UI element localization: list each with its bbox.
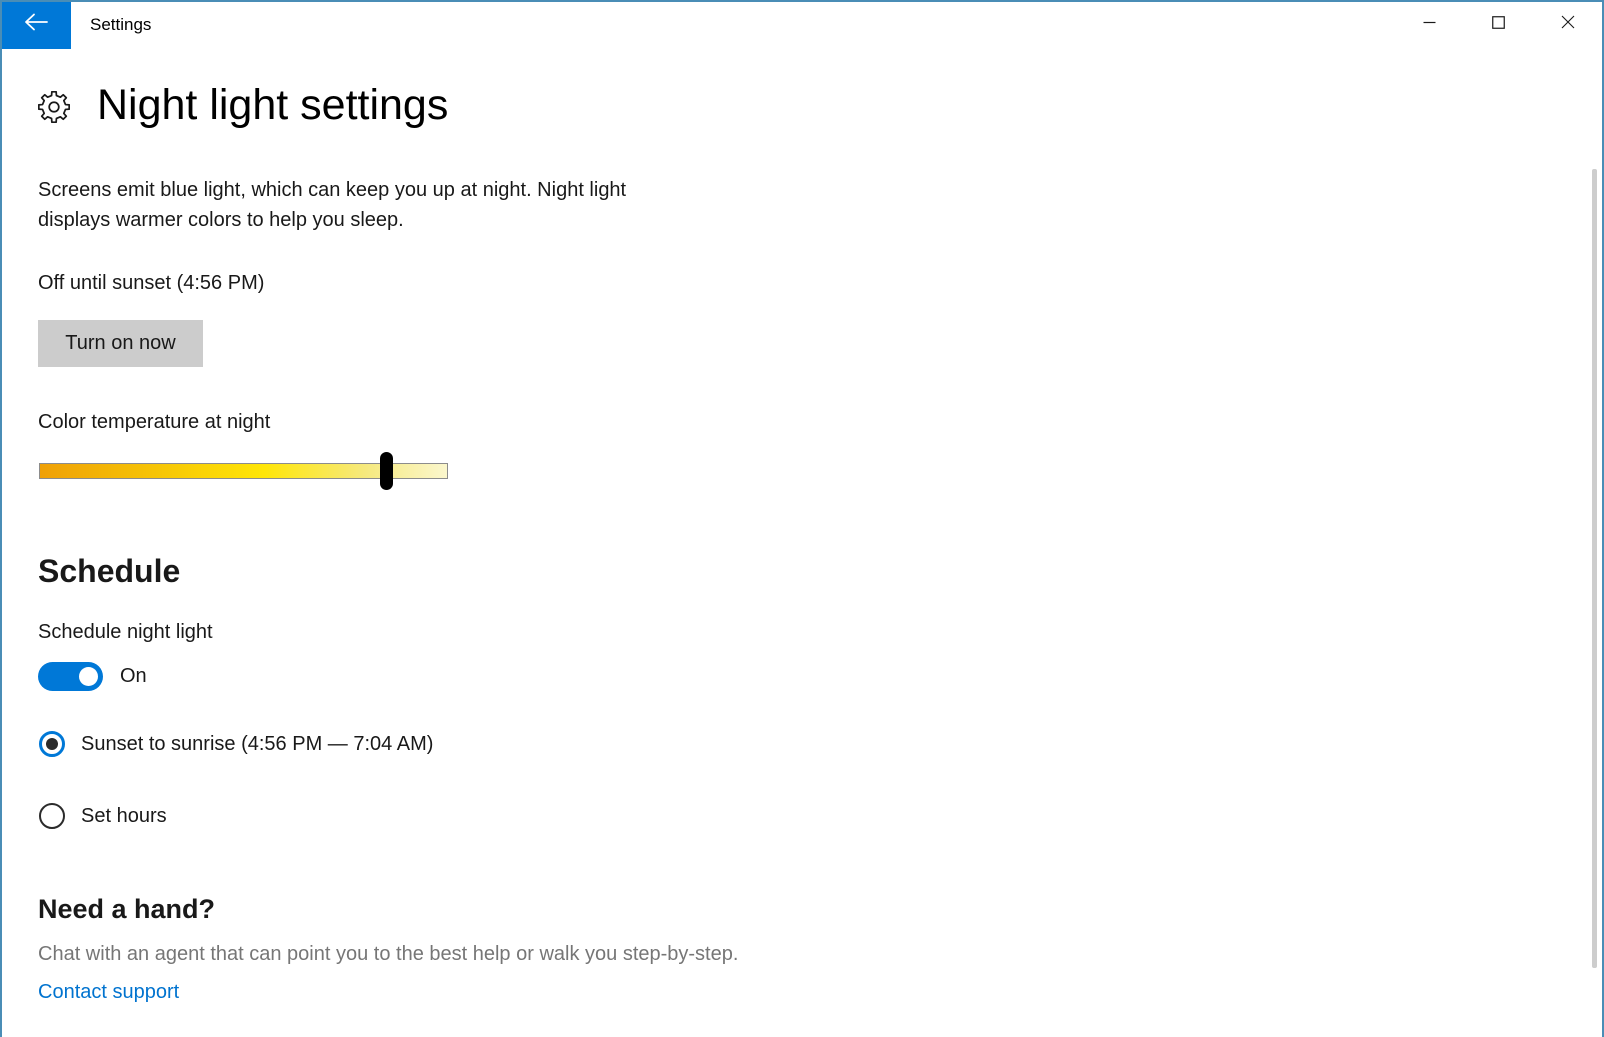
turn-on-now-button[interactable]: Turn on now	[38, 320, 203, 367]
maximize-icon	[1492, 16, 1505, 34]
radio-label: Set hours	[81, 804, 167, 827]
gear-icon	[38, 91, 70, 123]
color-temperature-slider	[38, 450, 450, 492]
toggle-knob	[79, 667, 98, 686]
description-line-1: Screens emit blue light, which can keep you up at night. Night light	[38, 179, 627, 201]
help-description: Chat with an agent that can point you to the best help or walk you step-by-step.	[38, 943, 739, 965]
close-icon	[1561, 15, 1575, 34]
titlebar	[2, 2, 1602, 49]
vertical-scrollbar-thumb[interactable]	[1592, 169, 1597, 968]
contact-support-link[interactable]: Contact support	[38, 981, 180, 1003]
radio-option-sunset-to-sunrise[interactable]	[39, 731, 433, 757]
schedule-toggle[interactable]	[38, 662, 103, 691]
back-button[interactable]	[0, 0, 71, 49]
radio-dot	[46, 738, 58, 750]
close-button[interactable]	[1533, 0, 1602, 49]
radio-unselected-icon[interactable]	[39, 803, 65, 829]
app-title: Settings	[90, 15, 152, 34]
caption-buttons	[1395, 0, 1602, 49]
page-title: Night light settings	[97, 81, 449, 129]
night-light-status: Off until sunset (4:56 PM)	[38, 272, 265, 294]
minimize-icon	[1423, 16, 1436, 34]
radio-selected-icon[interactable]	[39, 731, 65, 757]
back-arrow-icon	[23, 11, 49, 38]
toggle-state-text: On	[120, 665, 147, 687]
color-temperature-label: Color temperature at night	[38, 411, 271, 433]
minimize-button[interactable]	[1395, 0, 1464, 49]
radio-option-set-hours[interactable]	[39, 803, 167, 829]
description-line-2: displays warmer colors to help you sleep.	[38, 209, 404, 231]
slider-thumb[interactable]	[380, 452, 393, 490]
radio-label: Sunset to sunrise (4:56 PM — 7:04 AM)	[81, 732, 434, 755]
maximize-button[interactable]	[1464, 0, 1533, 49]
schedule-heading: Schedule	[38, 553, 181, 589]
help-heading: Need a hand?	[38, 894, 216, 924]
schedule-toggle-label: Schedule night light	[38, 621, 213, 643]
page-description	[38, 175, 626, 235]
